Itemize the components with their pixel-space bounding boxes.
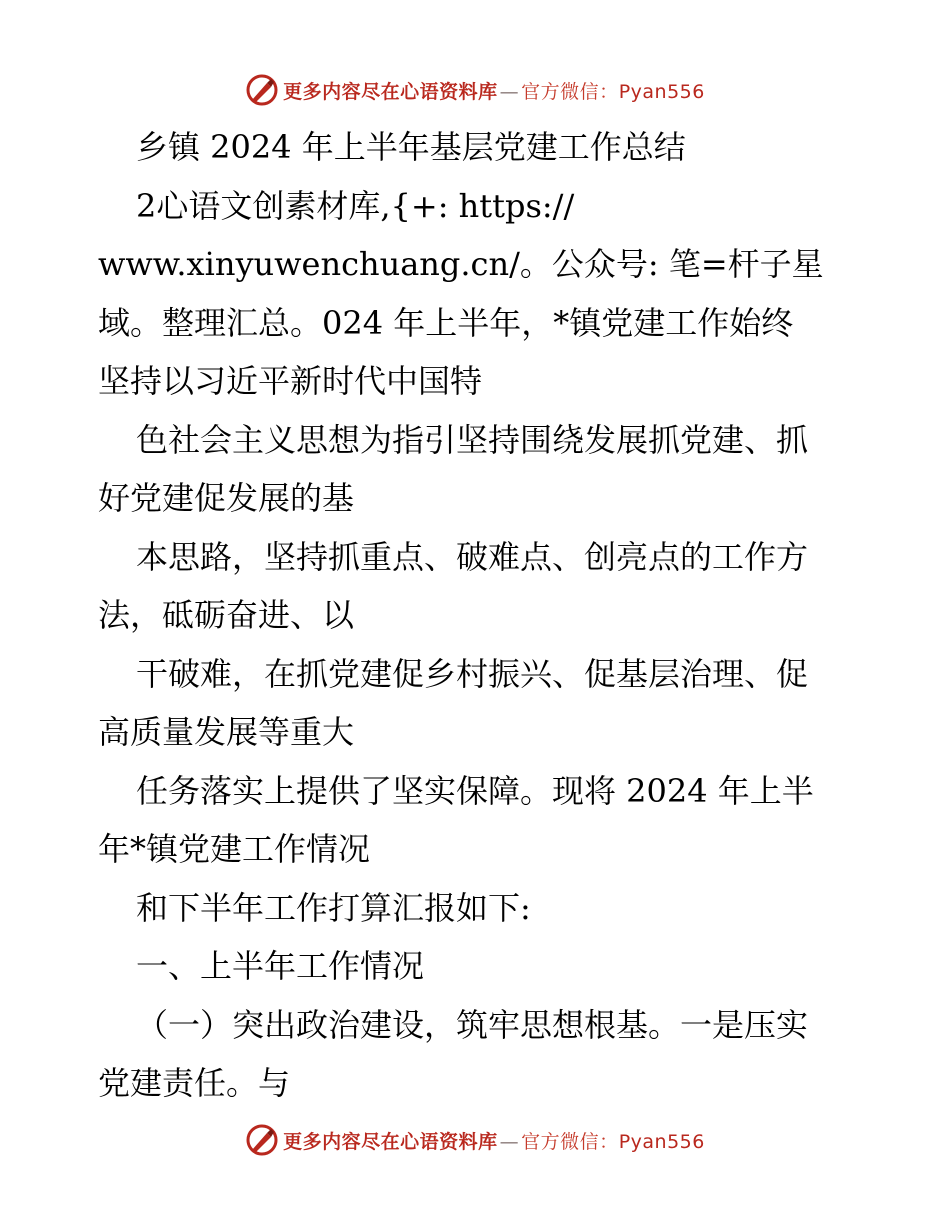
footer-banner-wechat-label: 官方微信： — [521, 1130, 619, 1153]
footer-banner-wechat-id: Pyan556 — [618, 1130, 705, 1153]
header-banner-separator: — — [499, 80, 520, 103]
section-heading: 一、上半年工作情况 — [136, 947, 425, 985]
text-line: www.xinyuwenchuang.cn/。公众号: 笔=杆子星 — [98, 245, 824, 283]
footer-banner-text — [283, 1127, 705, 1154]
text-line: 本思路，坚持抓重点、破难点、创亮点的工作方 — [136, 537, 809, 576]
text-line: 色社会主义思想为指引坚持围绕发展抓党建、抓 — [136, 420, 809, 459]
text-line: 年*镇党建工作情况 — [98, 830, 371, 868]
footer-banner — [0, 1120, 950, 1160]
text-line: 干破难，在抓党建促乡村振兴、促基层治理、促 — [136, 654, 809, 693]
text-line: 和下半年工作打算汇报如下: — [136, 888, 531, 927]
header-banner-wechat-id: Pyan556 — [618, 80, 705, 103]
document-body — [98, 118, 858, 1113]
text-line: 坚持以习近平新时代中国特 — [98, 362, 483, 400]
header-banner-wechat-label: 官方微信： — [521, 80, 619, 103]
text-line: （一）突出政治建设，筑牢思想根基。一是压实 — [136, 1005, 809, 1044]
text-line: 域。整理汇总。024 年上半年，*镇党建工作始终 — [98, 303, 794, 342]
footer-banner-slogan: 更多内容尽在心语资料库 — [283, 1130, 498, 1153]
text-line: 党建责任。与 — [98, 1064, 291, 1102]
header-banner-slogan: 更多内容尽在心语资料库 — [283, 80, 498, 103]
header-banner — [0, 70, 950, 110]
text-line: 高质量发展等重大 — [98, 713, 355, 751]
header-banner-text — [283, 77, 705, 104]
pen-logo-icon — [245, 1123, 279, 1157]
pen-logo-icon — [245, 73, 279, 107]
document-title: 乡镇 2024 年上半年基层党建工作总结 — [136, 128, 686, 166]
text-line: 法，砥砺奋进、以 — [98, 596, 355, 634]
text-line: 好党建促发展的基 — [98, 479, 355, 517]
footer-banner-separator: — — [499, 1130, 520, 1153]
text-line: 2心语文创素材库,{+: https:// — [136, 186, 575, 225]
text-line: 任务落实上提供了坚实保障。现将 2024 年上半 — [136, 771, 814, 810]
